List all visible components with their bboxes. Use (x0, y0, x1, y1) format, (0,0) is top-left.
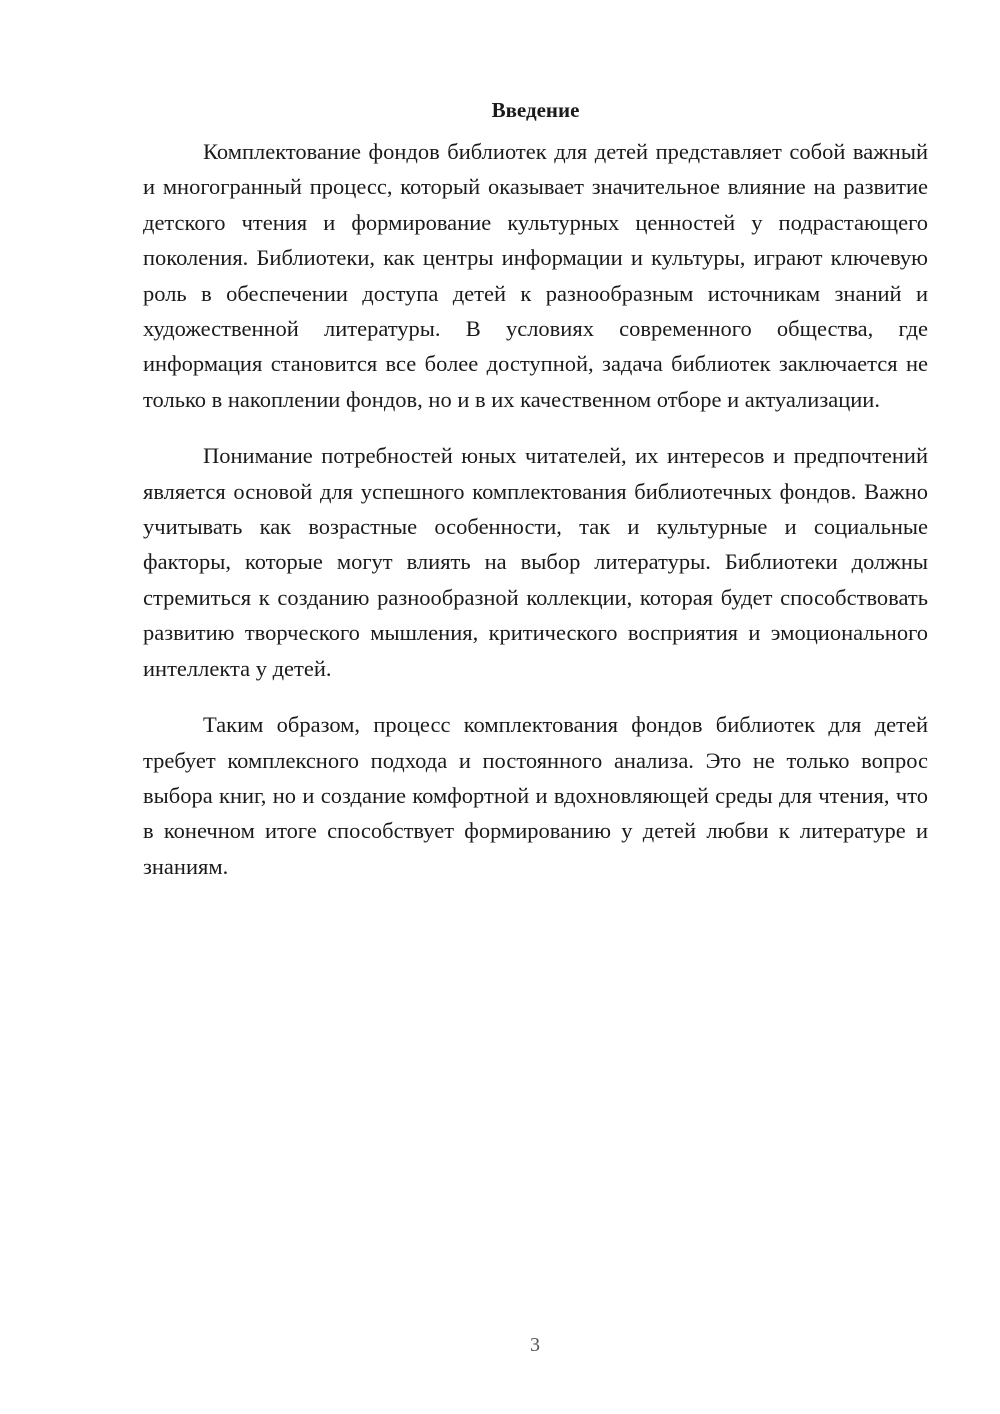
page-content (143, 93, 928, 905)
page-number: 3 (530, 1334, 540, 1356)
paragraph-2: Понимание потребностей юных читателей, их интересов и предпочтений является основой для успешного комплектования библиотечных фондов. Важно учитывать как возрастные особенности, так и культурные и социальные факторы, которые могут влиять на выбор литературы. Библиотеки должны стремиться к созданию разнообразной коллекции, которая будет способствовать развитию творческого мышления, критического восприятия и эмоционального интеллекта у детей. (143, 443, 928, 681)
paragraph-1: Комплектование фондов библиотек для детей представляет собой важный и многогранный процесс, который оказывает значительное влияние на развитие детского чтения и формирование культурных ценностей у подрастающего поколения. Библиотеки, как центры информации и культуры, играют ключевую роль в обеспечении доступа детей к разнообразным источникам знаний и художественной литературы. В условиях современного общества, где информация становится все более доступной, задача библиотек заключается не только в накоплении фондов, но и в их качественном отборе и актуализации. (143, 139, 928, 412)
section-title: Введение (491, 98, 580, 122)
paragraph-3: Таким образом, процесс комплектования фондов библиотек для детей требует комплексного подхода и постоянного анализа. Это не только вопрос выбора книг, но и создание комфортной и вдохновляющей среды для чтения, что в конечном итоге способствует формированию у детей любви к литературе и знаниям. (143, 712, 928, 879)
